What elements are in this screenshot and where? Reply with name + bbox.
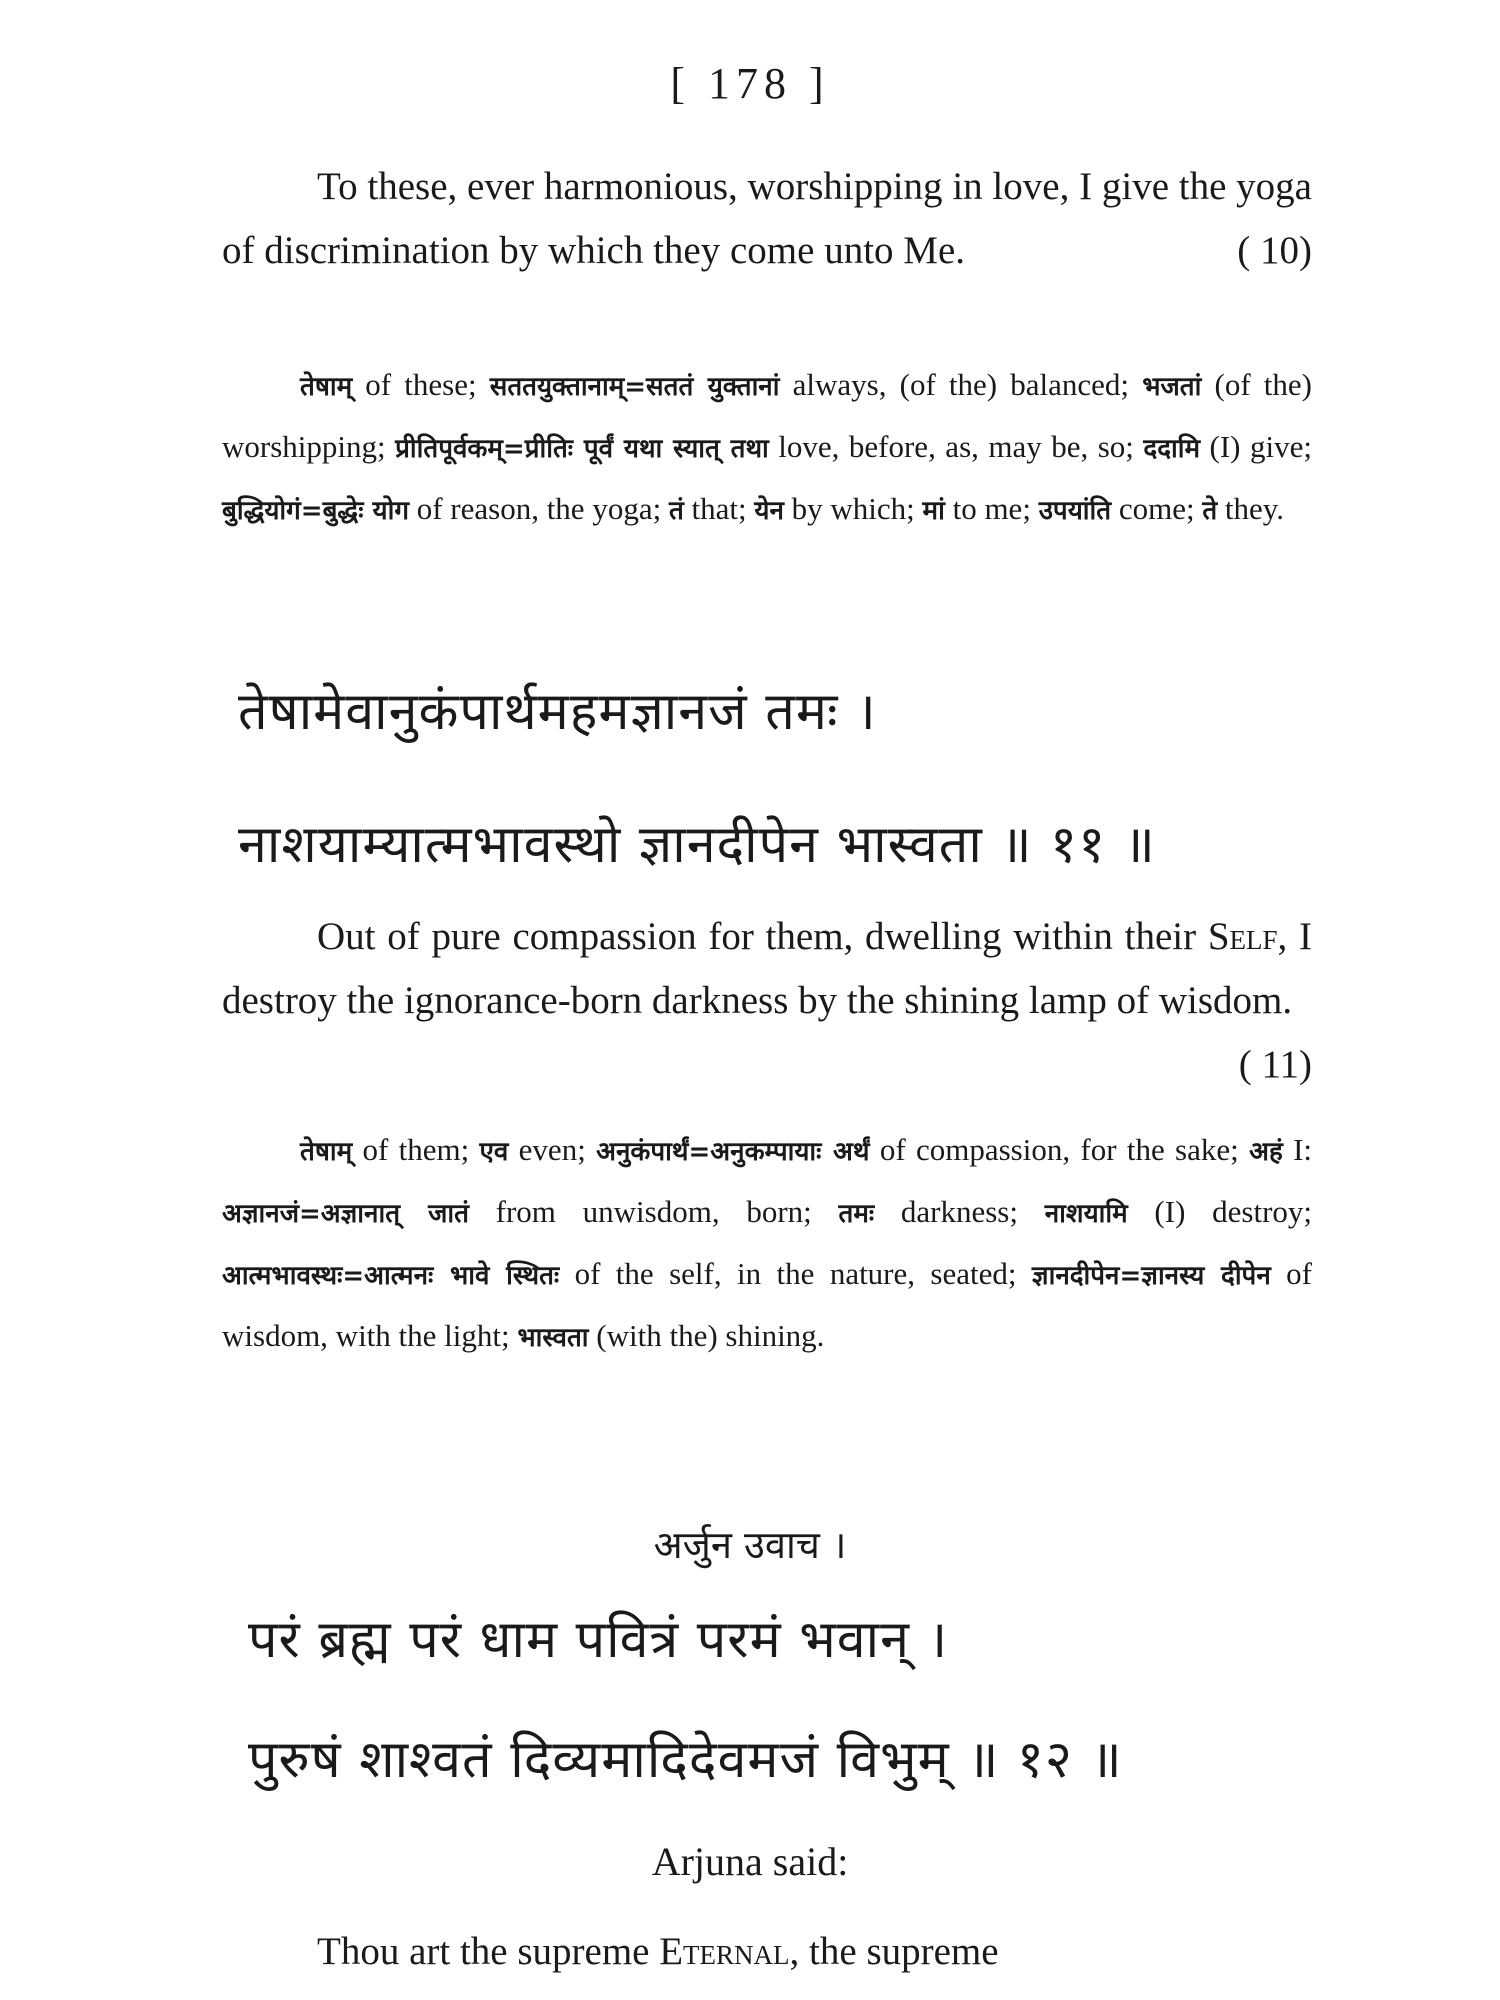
- speaker-devanagari: अर्जुन उवाच ।: [653, 1523, 847, 1567]
- gloss-term-english: darkness;: [874, 1194, 1045, 1229]
- gloss-term-english: by which;: [783, 491, 923, 526]
- verse-10-translation: [222, 155, 1312, 283]
- gloss-term-sanskrit: येन: [754, 496, 784, 526]
- gloss-term-english: even;: [508, 1132, 597, 1167]
- gloss-term-english: of compassion, for the sake;: [869, 1132, 1250, 1167]
- gloss-term-english: (I) destroy;: [1127, 1194, 1313, 1229]
- gloss-term-sanskrit: उपयांति: [1038, 496, 1112, 526]
- verse-12-eternal: Eternal: [659, 1930, 790, 1973]
- gloss-term-english: I:: [1282, 1132, 1313, 1167]
- sloka-11-line-1: तेषामेवानुकंपार्थमहमज्ञानजं तमः ।: [238, 682, 877, 742]
- verse-11-self: Self: [1207, 915, 1278, 958]
- gloss-term-sanskrit: बुद्धियोगं=बुद्धेः योग: [222, 496, 409, 526]
- sloka-12-line-2: पुरुषं शाश्वतं दिव्यमादिदेवमजं विभुम् ॥ १२ ॥: [248, 1730, 1123, 1790]
- gloss-term-sanskrit: तमः: [838, 1199, 875, 1229]
- gloss-term-sanskrit: ददामि: [1143, 434, 1201, 464]
- gloss-term-english: come;: [1111, 491, 1203, 526]
- verse-10-number: ( 10): [1237, 229, 1312, 272]
- gloss-term-english: that;: [683, 491, 755, 526]
- sloka-11-line-2: नाशयाम्यात्मभावस्थो ज्ञानदीपेन भास्वता ॥ ११ ॥: [238, 815, 1156, 875]
- verse-10-word-gloss: [222, 355, 1312, 541]
- gloss-term-english: of them;: [352, 1132, 480, 1167]
- verse-11-translation: [222, 905, 1312, 1097]
- verse-11-text-a: Out of pure compassion for them, dwelling within their: [317, 915, 1208, 958]
- gloss-term-english: of wisdom, with the light;: [222, 1256, 1313, 1353]
- verse-12-translation-start: [222, 1920, 1312, 1984]
- gloss-term-sanskrit: अहं: [1249, 1137, 1283, 1167]
- gloss-term-english: of reason, the yoga;: [408, 491, 669, 526]
- gloss-term-sanskrit: सततयुक्तानाम्=सततं युक्तानां: [489, 372, 780, 402]
- verse-11-text-b: , I destroy the ignorance-born darkness by the shining lamp of wisdom.: [222, 915, 1312, 1022]
- gloss-term-sanskrit: भास्वता: [517, 1323, 589, 1353]
- verse-12-text-a: Thou art the supreme: [317, 1930, 660, 1973]
- gloss-term-english: (I) give;: [1200, 429, 1312, 464]
- gloss-term-sanskrit: भजतां: [1142, 372, 1202, 402]
- verse-11-word-gloss: [222, 1120, 1312, 1368]
- gloss-term-english: love, before, as, may be, so;: [768, 429, 1144, 464]
- verse-10-text: To these, ever harmonious, worshipping in love, I give the yoga of discrimination by which they come unto Me.: [222, 165, 1312, 272]
- gloss-term-english: to me;: [944, 491, 1039, 526]
- gloss-term-sanskrit: एव: [479, 1137, 509, 1167]
- gloss-term-sanskrit: तं: [668, 496, 684, 526]
- gloss-term-sanskrit: ज्ञानदीपेन=ज्ञानस्य दीपेन: [1031, 1261, 1271, 1291]
- sloka-12-line-1: परं ब्रह्म परं धाम पवित्रं परमं भवान् ।: [248, 1610, 949, 1670]
- verse-12-text-b: , the supreme: [789, 1930, 999, 1973]
- gloss-term-english: they.: [1217, 491, 1285, 526]
- verse-11-number: ( 11): [1238, 1043, 1312, 1086]
- gloss-term-sanskrit: तेषाम्: [300, 1137, 353, 1167]
- gloss-term-english: of the self, in the nature, seated;: [559, 1256, 1032, 1291]
- gloss-term-english: (of the) worshipping;: [222, 367, 1313, 464]
- gloss-term-sanskrit: प्रीतिपूर्वकम्=प्रीतिः पूर्वं यथा स्यात् तथा: [395, 434, 769, 464]
- gloss-term-english: (with the) shining.: [588, 1318, 825, 1353]
- gloss-term-sanskrit: नाशयामि: [1044, 1199, 1128, 1229]
- gloss-term-english: from unwisdom, born;: [468, 1194, 839, 1229]
- gloss-term-english: of these;: [352, 367, 490, 402]
- gloss-term-sanskrit: अज्ञानजं=अज्ञानात् जातं: [222, 1199, 469, 1229]
- gloss-term-english: always, (of the) balanced;: [779, 367, 1143, 402]
- gloss-term-sanskrit: अनुकंपार्थं=अनुकम्पायाः अर्थं: [596, 1137, 870, 1167]
- page-number: [ 178 ]: [670, 59, 830, 108]
- gloss-term-sanskrit: आत्मभावस्थः=आत्मनः भावे स्थितः: [222, 1261, 560, 1291]
- gloss-term-sanskrit: मां: [922, 496, 945, 526]
- gloss-term-sanskrit: तेषाम्: [300, 372, 353, 402]
- gloss-term-sanskrit: ते: [1202, 496, 1218, 526]
- speaker-english: Arjuna said:: [651, 1839, 849, 1884]
